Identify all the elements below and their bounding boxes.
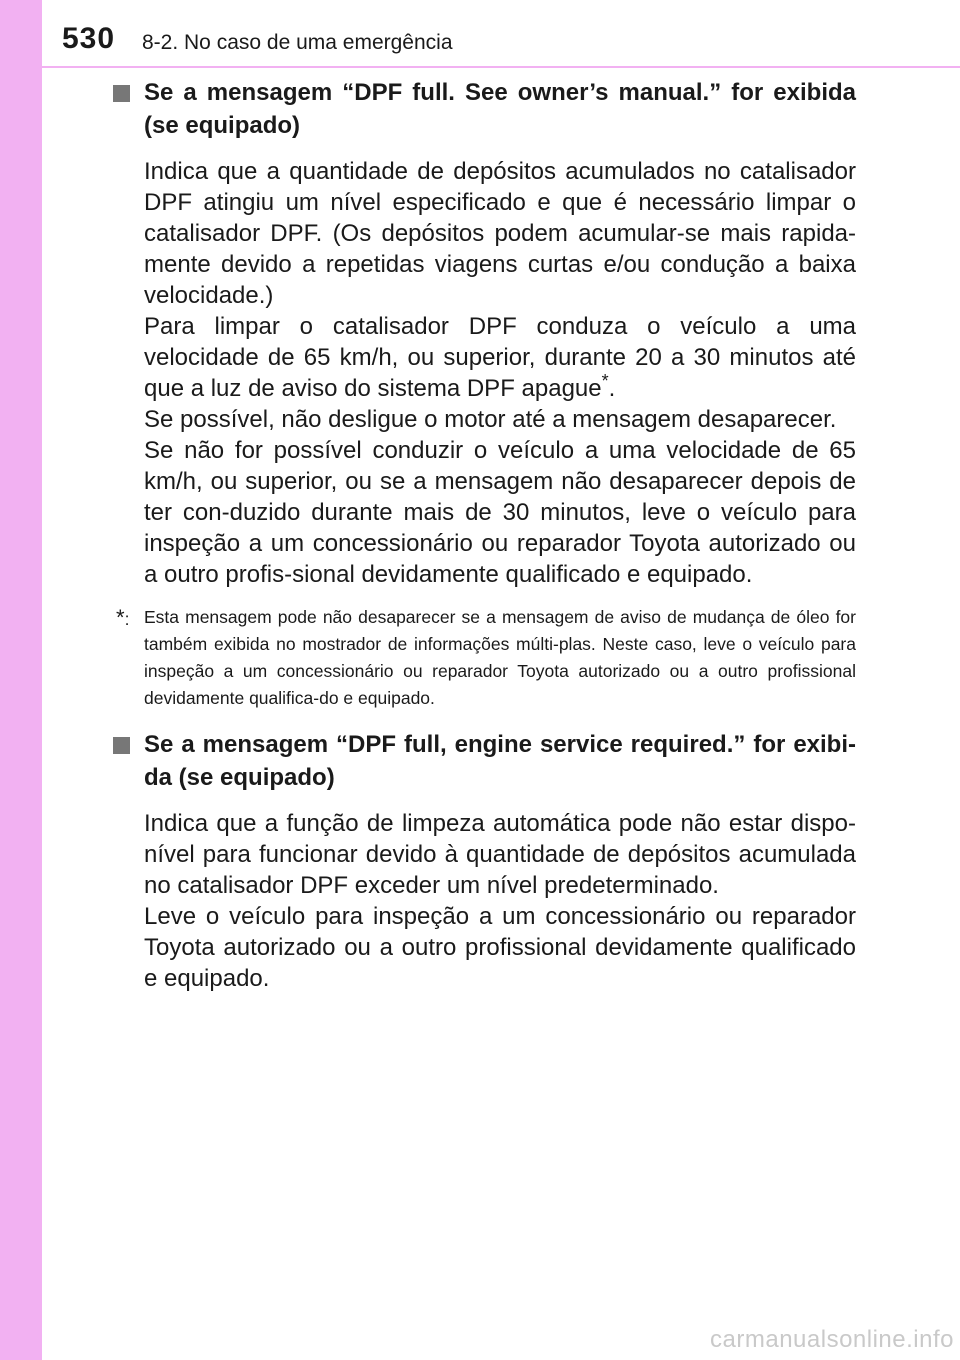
page-number: 530 xyxy=(62,22,116,55)
page-content xyxy=(110,76,856,994)
watermark: carmanualsonline.info xyxy=(710,1326,954,1353)
footnote xyxy=(110,604,856,712)
section-heading-text: Se a mensagem “DPF full. See owner’s manual.” for exibida (se equipado) xyxy=(144,79,856,139)
section-dpf-full-manual xyxy=(110,76,856,590)
paragraph: Indica que a quantidade de depósitos acumulados no catalisador DPF atingiu um nível especificado e que é necessário limpar o catalisador DPF. (Os depósitos podem acumular-se mais rapida-mente devido a repetidas viagens curtas e/ou condução a baixa velocidade.) xyxy=(144,158,856,309)
header-divider xyxy=(42,66,960,68)
footnote-marker xyxy=(116,604,129,633)
paragraph: Se possível, não desligue o motor até a mensagem desaparecer. xyxy=(144,406,837,433)
section-heading-text: Se a mensagem “DPF full, engine service required.” for exibi-da (se equipado) xyxy=(144,731,856,791)
section-heading xyxy=(110,76,856,142)
chapter-title: 8-2. No caso de uma emergência xyxy=(142,31,453,54)
footnote-text: Esta mensagem pode não desaparecer se a mensagem de aviso de mudança de óleo for também exibida no mostrador de informações múlti-plas. Neste caso, leve o veículo para inspeção a um concessionário ou reparador Toyota autorizado ou a outro profissional devidamente qualifica-do e equipado. xyxy=(144,607,856,708)
paragraph: Se não for possível conduzir o veículo a uma velocidade de 65 km/h, ou superior, ou se a mensagem não desaparecer depois de ter con-duzido durante mais de 30 minutos, leve o veículo para inspeção a um concessionário ou reparador Toyota autorizado ou a outro profis-sional devidamente qualificado e equipado. xyxy=(144,437,856,588)
paragraph: Indica que a função de limpeza automática pode não estar dispo-nível para funcionar devido à quantidade de depósitos acumulada no catalisador DPF exceder um nível predeterminado. xyxy=(144,810,856,899)
section-body xyxy=(110,156,856,590)
square-bullet-icon xyxy=(113,737,130,754)
section-heading xyxy=(110,728,856,794)
paragraph xyxy=(144,311,856,404)
footnote-reference: * xyxy=(601,371,609,391)
paragraph: Leve o veículo para inspeção a um concessionário ou reparador Toyota autorizado ou a outro profissional devidamente qualificado e equipado. xyxy=(144,903,856,992)
section-body xyxy=(110,808,856,994)
footnote-colon: : xyxy=(124,609,130,629)
footnote-star: * xyxy=(116,605,125,630)
paragraph-text: Para limpar o catalisador DPF conduza o veículo a uma velocidade de 65 km/h, ou superior, durante 20 a 30 minutos até que a luz de aviso do sistema DPF apague xyxy=(144,313,856,402)
paragraph-text: . xyxy=(608,375,616,402)
side-color-band xyxy=(0,0,42,1360)
square-bullet-icon xyxy=(113,85,130,102)
section-dpf-full-service xyxy=(110,728,856,994)
